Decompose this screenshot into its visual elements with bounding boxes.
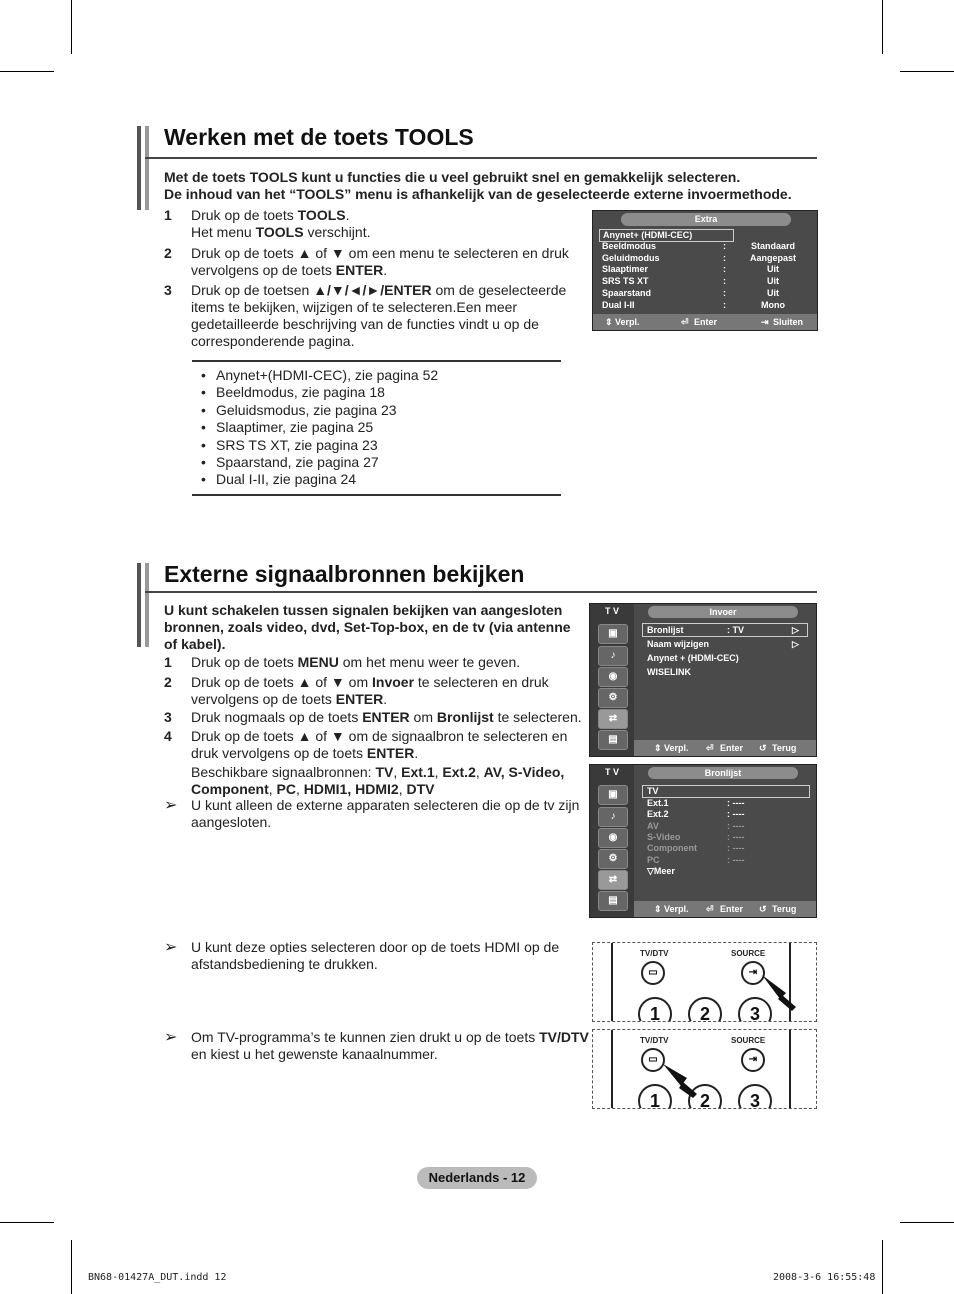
- source-item-label[interactable]: AV: [647, 820, 659, 831]
- input-icon[interactable]: ⇄: [598, 870, 628, 890]
- help-move: Verpl.: [615, 317, 640, 327]
- page-number-badge: Nederlands - 12: [417, 1167, 537, 1189]
- move-icon: ⇕: [605, 317, 613, 327]
- step-key: ENTER: [366, 745, 415, 761]
- menu-item-label[interactable]: Beeldmodus: [602, 241, 657, 251]
- bullet-item: • Anynet+(HDMI-CEC), zie pagina 52: [216, 367, 576, 384]
- invoer-menu-screen: [589, 603, 817, 757]
- step-number: 1: [164, 207, 172, 223]
- menu-item-value: Standaard: [750, 241, 795, 251]
- menu-title: Invoer: [648, 606, 798, 618]
- number-3-button[interactable]: 3: [738, 1084, 772, 1109]
- note-arrow-icon: ➢: [164, 939, 178, 956]
- bullet-rule-bottom: [192, 494, 561, 496]
- section2-title: Externe signaalbronnen bekijken: [164, 561, 525, 587]
- bronlijst-menu-screen: [589, 764, 817, 918]
- more-item[interactable]: ▽Meer: [647, 866, 675, 876]
- number-1-button[interactable]: 1: [638, 997, 672, 1022]
- step-text: Druk nogmaals op de toets: [191, 709, 363, 725]
- section1-intro: [164, 169, 824, 203]
- help-move: Verpl.: [664, 904, 689, 914]
- step-text: om: [409, 709, 437, 725]
- menu-item-label[interactable]: Anynet + (HDMI-CEC): [647, 653, 739, 663]
- note-line: afstandsbediening te drukken.: [191, 956, 378, 972]
- intro-line: Met de toets TOOLS kunt u functies die u veel gebruikt snel en gemakkelijk selecteren.: [164, 169, 741, 185]
- input-icon[interactable]: ⇄: [598, 709, 628, 729]
- menu-help-bar: [634, 901, 816, 917]
- source-label: SOURCE: [731, 949, 766, 958]
- step-text: .: [345, 207, 350, 223]
- bullet-item: • Dual I-II, zie pagina 24: [216, 471, 576, 488]
- source: Component: [191, 781, 269, 797]
- step-key: ENTER: [362, 709, 410, 725]
- source-label: SOURCE: [731, 1036, 766, 1045]
- step-text: .: [383, 691, 388, 707]
- source-item-value: : ----: [727, 820, 745, 831]
- step-text: .: [414, 745, 419, 761]
- source-item-value: : ----: [727, 798, 745, 808]
- s2-step-4: [164, 728, 584, 764]
- tvdtv-label: TV/DTV: [640, 1036, 669, 1045]
- source-item-tv[interactable]: TV: [642, 785, 810, 798]
- s2-step-3: [164, 709, 584, 727]
- note-line: aangesloten.: [191, 814, 272, 830]
- step-text: corresponderende pagina.: [191, 333, 355, 349]
- step-text: verschijnt.: [303, 224, 371, 240]
- note-key: TV/DTV: [539, 1029, 589, 1045]
- step-key: TOOLS: [297, 207, 346, 223]
- source-item-label[interactable]: Ext.1: [647, 798, 669, 808]
- crop-mark: [900, 71, 954, 72]
- pointer-arrow-icon: [659, 1060, 699, 1100]
- picture-icon[interactable]: ▣: [598, 785, 628, 805]
- menu-help-bar: [634, 740, 816, 756]
- bullet-list: [216, 367, 576, 489]
- menu-item-sep: :: [723, 276, 726, 287]
- menu-item-value: Aangepast: [749, 252, 796, 263]
- menu-title: Bronlijst: [648, 767, 798, 779]
- bullet-rule-top: [192, 360, 561, 362]
- enter-icon: ⏎: [681, 317, 689, 327]
- bullet-item: • Slaaptimer, zie pagina 25: [216, 419, 576, 436]
- step-text: om de geselecteerde: [431, 282, 567, 298]
- menu-item-label[interactable]: Spaarstand: [602, 287, 652, 298]
- step-number: 2: [164, 245, 172, 261]
- source-item-value: : ----: [727, 843, 745, 854]
- section-marker: [145, 563, 149, 647]
- step-text: gedetailleerde beschrijving van de functies vindt u op de: [191, 316, 539, 332]
- menu-sidebar: [590, 765, 634, 917]
- bullet-item: • Spaarstand, zie pagina 27: [216, 454, 576, 471]
- menu-item-label[interactable]: Geluidmodus: [602, 252, 660, 263]
- application-icon[interactable]: ▤: [598, 730, 628, 750]
- sources-prefix: Beschikbare signaalbronnen:: [191, 764, 376, 780]
- section-marker: [137, 126, 141, 210]
- source-item-label[interactable]: PC: [647, 854, 660, 865]
- print-date: 2008-3-6 16:55:48: [773, 1272, 876, 1283]
- step-number: 1: [164, 654, 172, 670]
- return-icon: ↺: [759, 743, 767, 753]
- remote-illustration-source: [592, 942, 817, 1022]
- source: Ext.2: [442, 764, 476, 780]
- section2-intro: [164, 602, 584, 653]
- intro-line: bronnen, zoals video, dvd, Set-Top-box, en de tv (via antenne: [164, 619, 571, 635]
- step-key: ▲/▼/◄/►/ENTER: [313, 282, 432, 298]
- crop-mark: [900, 1222, 954, 1223]
- step-text: Druk op de toetsen: [191, 282, 314, 298]
- section-marker: [137, 563, 141, 647]
- title-rule: [145, 591, 817, 593]
- menu-item-label[interactable]: WISELINK: [647, 667, 691, 677]
- remote-edge: [789, 1030, 791, 1108]
- step-text: vervolgens op de toets: [191, 262, 336, 278]
- step-text: vervolgens op de toets: [191, 691, 336, 707]
- remote-illustration-tvdtv: [592, 1029, 817, 1109]
- tools-menu-screen: [592, 210, 818, 331]
- menu-item-sep: :: [723, 299, 726, 310]
- step-text: Druk op de toets: [191, 207, 298, 223]
- menu-item-label[interactable]: SRS TS XT: [602, 276, 649, 287]
- channel-icon[interactable]: ◉: [598, 667, 628, 687]
- note-1: [191, 797, 591, 831]
- number-2-button[interactable]: 2: [688, 1084, 722, 1109]
- menu-item-value: Mono: [761, 299, 785, 310]
- help-move: Verpl.: [664, 743, 689, 753]
- menu-item-anynet[interactable]: Anynet+ (HDMI-CEC): [599, 229, 734, 242]
- enter-icon: ⏎: [706, 904, 714, 914]
- menu-item-sep: :: [723, 241, 726, 251]
- step-text: .: [383, 262, 388, 278]
- section-marker: [145, 126, 149, 210]
- menu-item-label[interactable]: Bronlijst: [647, 625, 684, 635]
- source-button[interactable]: ⇥: [741, 1048, 765, 1072]
- step-text: Druk op de toets ▲ of ▼ om: [191, 674, 373, 690]
- step-number: 3: [164, 709, 172, 725]
- help-back: Terug: [772, 904, 797, 914]
- source: AV, S-Video,: [483, 764, 565, 780]
- crop-mark: [882, 1240, 883, 1294]
- note-line: U kunt alleen de externe apparaten selecteren die op de tv zijn: [191, 797, 580, 813]
- source: DTV: [406, 781, 435, 797]
- step-text: Druk op de toets ▲ of ▼ om de signaalbron te selecteren en: [191, 728, 568, 744]
- step-key: TOOLS: [255, 224, 304, 240]
- bullet-item: • Geluidsmodus, zie pagina 23: [216, 402, 576, 419]
- setup-icon[interactable]: ⚙: [598, 849, 628, 869]
- move-icon: ⇕: [654, 904, 662, 914]
- step-text: om het menu weer te geven.: [338, 654, 521, 670]
- tv-label: T V: [604, 606, 619, 616]
- move-icon: ⇕: [654, 743, 662, 753]
- note-arrow-icon: ➢: [164, 1029, 178, 1046]
- crop-mark: [71, 0, 72, 54]
- source-item-label[interactable]: S-Video: [647, 831, 681, 842]
- note-line: U kunt deze opties selecteren door op de toets HDMI op de: [191, 939, 560, 955]
- source-item-label[interactable]: Component: [647, 843, 697, 854]
- source: Ext.1: [401, 764, 435, 780]
- intro-line: De inhoud van het “TOOLS” menu is afhankelijk van de geselecteerde externe invoermethode.: [164, 186, 792, 202]
- picture-icon[interactable]: ▣: [598, 624, 628, 644]
- bullet-item: • SRS TS XT, zie pagina 23: [216, 437, 576, 454]
- s2-step-1: [164, 654, 584, 672]
- return-icon: ↺: [759, 904, 767, 914]
- setup-icon[interactable]: ⚙: [598, 688, 628, 708]
- help-enter: Enter: [720, 904, 744, 914]
- title-rule: [145, 157, 817, 159]
- source-item-value: : ----: [727, 809, 745, 820]
- menu-item-sep: :: [723, 252, 726, 263]
- menu-item-label[interactable]: Naam wijzigen: [647, 639, 710, 649]
- menu-item-sep: :: [723, 264, 726, 275]
- source: HDMI1, HDMI2: [303, 781, 399, 797]
- number-1-button[interactable]: 1: [638, 1084, 672, 1109]
- intro-line: U kunt schakelen tussen signalen bekijken van aangesloten: [164, 602, 563, 618]
- step-key: ENTER: [335, 262, 384, 278]
- note-arrow-icon: ➢: [164, 797, 178, 814]
- crop-mark: [882, 0, 883, 54]
- number-3-button[interactable]: 3: [738, 997, 772, 1022]
- menu-help-bar: [593, 314, 817, 330]
- step-2: [164, 245, 584, 281]
- note-3: [191, 1029, 591, 1063]
- menu-item-label[interactable]: Slaaptimer: [602, 264, 649, 275]
- sound-icon[interactable]: ♪: [598, 807, 628, 827]
- step-key: MENU: [297, 654, 339, 670]
- number-2-button[interactable]: 2: [688, 997, 722, 1022]
- step-number: 2: [164, 674, 172, 690]
- step-key: Bronlijst: [436, 709, 494, 725]
- note-text: Om TV-programma’s te kunnen zien drukt u op de toets: [191, 1029, 540, 1045]
- note-2: [191, 939, 581, 973]
- menu-item-label[interactable]: Dual I-II: [602, 299, 635, 310]
- crop-mark: [0, 1222, 54, 1223]
- crop-mark: [71, 1240, 72, 1294]
- source-button[interactable]: ⇥: [741, 961, 765, 985]
- application-icon[interactable]: ▤: [598, 891, 628, 911]
- step-key: ENTER: [335, 691, 384, 707]
- remote-edge: [611, 1030, 613, 1108]
- step-text: te selecteren.: [493, 709, 582, 725]
- menu-item-value: Uit: [767, 264, 779, 275]
- available-sources: Beschikbare signaalbronnen: TV, Ext.1, Ext.2, AV, S-Video, Component, PC, HDMI1, HDMI2, DTV: [191, 764, 565, 797]
- s2-step-2: [164, 674, 584, 710]
- step-text: items te bekijken, wijzigen of te selecteren.Een meer: [191, 299, 518, 315]
- step-key: Invoer: [372, 674, 415, 690]
- help-enter: Enter: [720, 743, 744, 753]
- step-text: Het menu: [191, 224, 256, 240]
- pointer-arrow-icon: [758, 971, 798, 1011]
- step-text: Druk op de toets: [191, 654, 298, 670]
- menu-item-value: Uit: [767, 287, 779, 298]
- chevron-right-icon: ▷: [792, 625, 799, 635]
- bullet-item: • Beeldmodus, zie pagina 18: [216, 384, 576, 401]
- section1-title: Werken met de toets TOOLS: [164, 124, 474, 150]
- step-1: [164, 207, 574, 243]
- step-3: [164, 282, 584, 352]
- source-item-value: : ----: [727, 854, 745, 865]
- source-item-value: : ----: [727, 831, 745, 842]
- tv-label: T V: [604, 767, 619, 777]
- tvdtv-button[interactable]: ▭: [641, 961, 665, 985]
- step-text: te selecteren en druk: [414, 674, 549, 690]
- tvdtv-button[interactable]: ▭: [641, 1048, 665, 1072]
- enter-icon: ⏎: [706, 743, 714, 753]
- menu-sidebar: [590, 604, 634, 756]
- tvdtv-label: TV/DTV: [640, 949, 669, 958]
- menu-item-value: : TV: [727, 625, 744, 635]
- remote-edge: [611, 943, 613, 1021]
- source: PC: [276, 781, 296, 797]
- channel-icon[interactable]: ◉: [598, 828, 628, 848]
- help-back: Terug: [772, 743, 797, 753]
- file-info: BN68-01427A_DUT.indd 12: [88, 1272, 227, 1283]
- help-enter: Enter: [694, 317, 718, 327]
- step-text: druk vervolgens op de toets: [191, 745, 367, 761]
- chevron-right-icon: ▷: [792, 639, 799, 649]
- step-text: Druk op de toets ▲ of ▼ om een menu te selecteren en druk: [191, 245, 569, 261]
- step-number: 3: [164, 282, 172, 298]
- intro-line: of kabel).: [164, 636, 226, 652]
- exit-icon: ⇥: [761, 317, 769, 327]
- menu-item-value: Uit: [767, 276, 779, 287]
- step-number: 4: [164, 728, 172, 744]
- note-text: en kiest u het gewenste kanaalnummer.: [191, 1046, 438, 1062]
- sound-icon[interactable]: ♪: [598, 646, 628, 666]
- menu-title: Extra: [621, 213, 791, 226]
- help-exit: Sluiten: [773, 317, 804, 327]
- source-item-label[interactable]: Ext.2: [647, 809, 669, 820]
- crop-mark: [0, 71, 54, 72]
- menu-item-sep: :: [723, 287, 726, 298]
- source: TV: [375, 764, 394, 780]
